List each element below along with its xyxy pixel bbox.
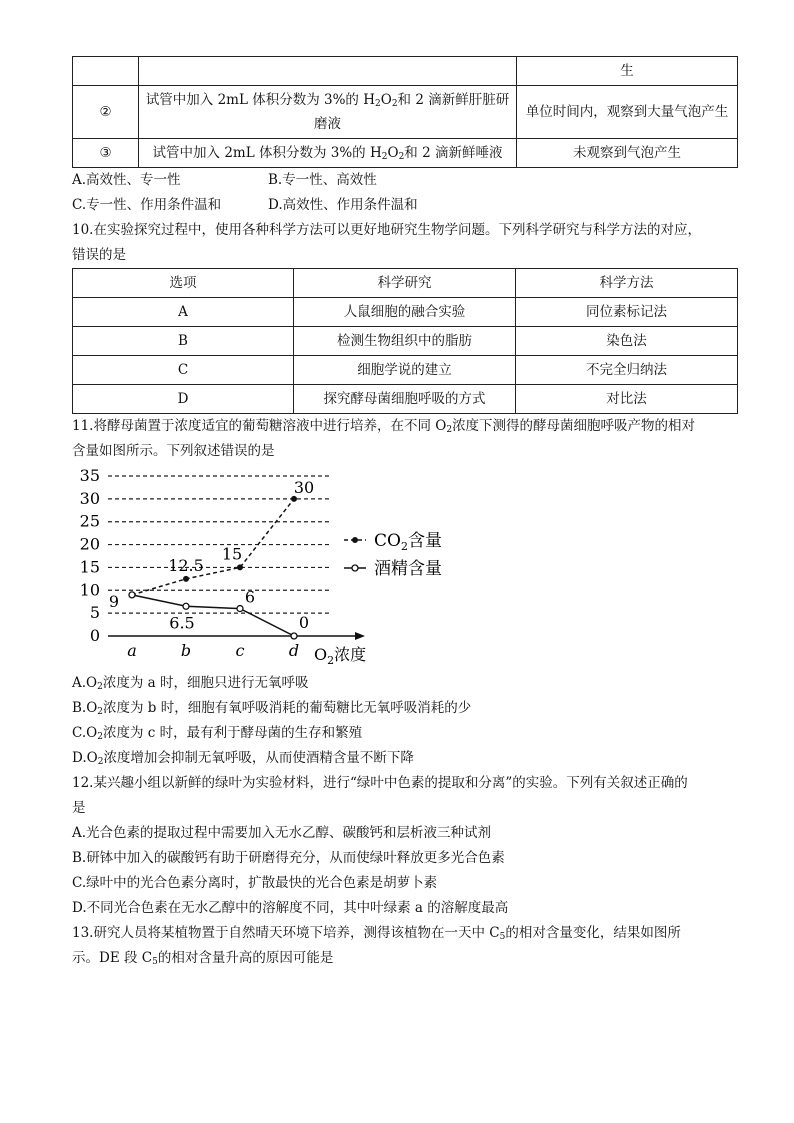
x-axis-label: $O_2$浓度 — [314, 645, 367, 667]
table-cell: B — [73, 327, 294, 356]
x-tick-label: d — [288, 641, 300, 660]
table-cell: 染色法 — [516, 327, 738, 356]
x-axis-arrow — [355, 632, 365, 640]
table-cell — [73, 57, 139, 86]
legend-alcohol-marker — [352, 565, 358, 571]
table-row — [73, 57, 738, 86]
q12-stem-line2: 是 — [72, 800, 86, 816]
q9-options-row2 — [72, 193, 738, 218]
table-cell: 人鼠细胞的融合实验 — [294, 298, 516, 327]
q13-stem-line1: 13.研究人员将某植物置于自然晴天环境下培养，测得该植物在一天中 $C_5$的相对含量变化，结果如图所 — [72, 925, 681, 942]
table-cell: 探究酵母菌细胞呼吸的方式 — [294, 385, 516, 414]
co2-point — [237, 564, 243, 570]
table-cell: C — [73, 356, 294, 385]
table-cell — [139, 57, 517, 86]
co2-line — [132, 499, 294, 595]
q12-option-a: A.光合色素的提取过程中需要加入无水乙醇、碳酸钙和层析液三种试剂 — [72, 825, 492, 841]
y-tick-label: 25 — [79, 511, 100, 531]
option-a: A.高效性、专一性 — [72, 172, 181, 188]
table-cell: 不完全归纳法 — [516, 356, 738, 385]
q10-stem-line2: 错误的是 — [72, 247, 126, 263]
y-tick-label: 5 — [89, 603, 100, 623]
table-cell: 试管中加入 2mL 体积分数为 3%的 $H_2O_2$和 2 滴新鲜唾液 — [139, 139, 517, 168]
option-c: C.专一性、作用条件温和 — [72, 197, 222, 213]
table-row — [73, 356, 738, 385]
q10-stem-line1: 10.在实验探究过程中，使用各种科学方法可以更好地研究生物学问题。下列科学研究与科学方法的对应， — [72, 222, 701, 238]
legend-co2-marker — [352, 537, 358, 543]
table-header: 选项 — [73, 269, 294, 298]
x-tick-label: c — [235, 641, 245, 660]
experiment-table — [72, 56, 738, 168]
q12-option-b: B.研钵中加入的碳酸钙有助于研磨得充分，从而使绿叶释放更多光合色素 — [72, 850, 505, 866]
q11-stem-line1: 11.将酵母菌置于浓度适宜的葡萄糖溶液中进行培养，在不同 $O_2$浓度下测得的酵母菌细胞呼吸产物的相对 — [72, 418, 696, 435]
alcohol-point — [129, 592, 135, 598]
methods-table — [72, 268, 738, 414]
q9-options-row1 — [72, 168, 738, 193]
table-cell: 同位素标记法 — [516, 298, 738, 327]
data-label: 6.5 — [169, 613, 195, 633]
y-tick-label: 10 — [79, 580, 100, 600]
option-b: B.专一性、高效性 — [268, 172, 377, 188]
exam-page — [72, 56, 738, 971]
data-label: 30 — [293, 477, 315, 497]
q11-option-b: $B.O_2$浓度为 b 时，细胞有氧呼吸消耗的葡萄糖比无氧呼吸消耗的少 — [72, 700, 472, 717]
q12-option-c: C.绿叶中的光合色素分离时，扩散最快的光合色素是胡萝卜素 — [72, 875, 438, 891]
table-cell: D — [73, 385, 294, 414]
data-label: 15 — [221, 544, 243, 564]
co2-point — [183, 576, 189, 582]
table-row — [73, 385, 738, 414]
alcohol-point — [291, 633, 297, 639]
option-d: D.高效性、作用条件温和 — [268, 197, 418, 213]
chart-svg — [72, 466, 492, 671]
data-label: 0 — [298, 613, 310, 632]
table-cell: 生 — [517, 57, 738, 86]
table-row — [73, 298, 738, 327]
table-cell: 单位时间内，观察到大量气泡产生 — [517, 86, 738, 139]
table-cell: 细胞学说的建立 — [294, 356, 516, 385]
y-tick-label: 35 — [79, 466, 100, 485]
x-tick-label: a — [127, 641, 137, 660]
table-header: 科学研究 — [294, 269, 516, 298]
table-cell: A — [73, 298, 294, 327]
y-tick-label: 30 — [79, 488, 100, 508]
table-cell: ③ — [73, 139, 139, 168]
q11-stem-line2: 含量如图所示。下列叙述错误的是 — [72, 443, 275, 459]
table-cell: 未观察到气泡产生 — [517, 139, 738, 168]
alcohol-line — [132, 595, 294, 636]
q12-option-d: D.不同光合色素在无水乙醇中的溶解度不同，其中叶绿素 a 的溶解度最高 — [72, 900, 509, 916]
alcohol-point — [183, 603, 189, 609]
legend-alcohol-label: 酒精含量 — [374, 559, 442, 579]
table-header: 科学方法 — [516, 269, 738, 298]
data-label: 9 — [108, 591, 120, 611]
table-cell: 对比法 — [516, 385, 738, 414]
respiration-chart — [72, 466, 492, 671]
table-cell: ② — [73, 86, 139, 139]
table-cell: 试管中加入 2mL 体积分数为 3%的 $H_2O_2$和 2 滴新鲜肝脏研磨液 — [139, 86, 517, 139]
legend-co2-label: $CO_2$含量 — [374, 531, 442, 553]
table-cell: 检测生物组织中的脂肪 — [294, 327, 516, 356]
y-tick-label: 15 — [79, 557, 100, 577]
q13-stem-line2: 示。DE 段 $C_5$的相对含量升高的原因可能是 — [72, 950, 334, 967]
table-row — [73, 86, 738, 139]
table-header-row — [73, 269, 738, 298]
alcohol-point — [237, 606, 243, 612]
x-tick-label: b — [180, 641, 192, 660]
q11-option-c: $C.O_2$浓度为 c 时，最有利于酵母菌的生存和繁殖 — [72, 725, 363, 742]
q11-option-a: $A.O_2$浓度为 a 时，细胞只进行无氧呼吸 — [72, 675, 309, 692]
q11-option-d: $D.O_2$浓度增加会抑制无氧呼吸，从而使酒精含量不断下降 — [72, 750, 414, 767]
data-label: 12.5 — [168, 555, 204, 575]
q12-stem-line1: 12.某兴趣小组以新鲜的绿叶为实验材料，进行“绿叶中色素的提取和分离”的实验。下列有关叙述正确的 — [72, 775, 688, 791]
y-tick-label: 20 — [79, 534, 100, 554]
table-row — [73, 327, 738, 356]
table-row — [73, 139, 738, 168]
y-tick-label: 0 — [89, 626, 100, 645]
data-label: 6 — [244, 587, 256, 607]
